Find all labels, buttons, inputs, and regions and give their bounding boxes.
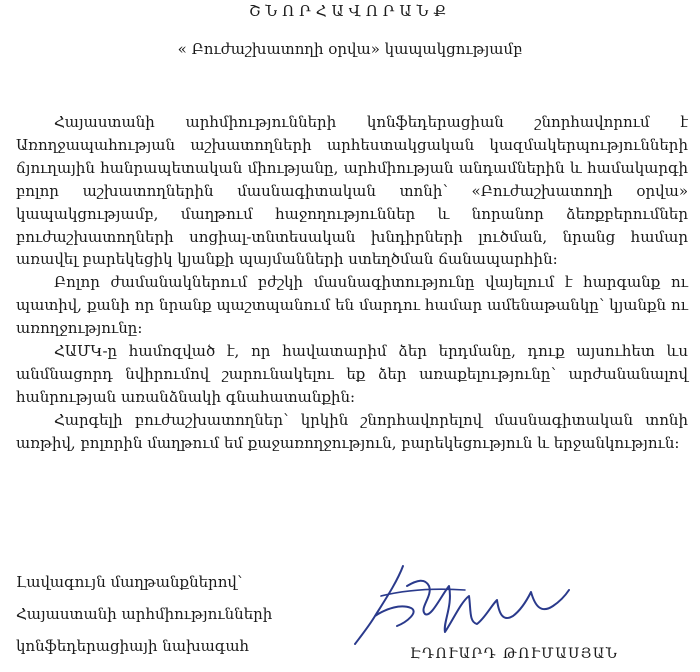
handwritten-signature <box>345 556 575 656</box>
signature-stroke <box>355 566 569 644</box>
document-title: ՇՆՈՐՀԱՎՈՐԱՆՔ <box>248 2 452 20</box>
paragraph-1: Հայաստանի արհմիությունների կոնֆեդերացիան շնորհավորում է Առողջապահության աշխատողների արհեստակցական կազմակերպությունների ճյուղային հանրապետական միությանը, արհմիության անդամներին և համակարգի բոլոր աշխատողներին մասնագիտական տոնի՝ «Բուժաշխատողի օրվա» կապակցությամբ, մաղթում հաջողություններ և նորանոր ձեռքբերումներ բուժաշխատողների սոցիալ-տնտեսական խնդիրների լուծման, նրանց համար առավել բարեկեցիկ կյանքի պայմանների ստեղծման ճանապարհին: <box>16 113 688 269</box>
document-subtitle: « Բուժաշխատողի օրվա» կապակցությամբ <box>177 40 523 58</box>
closing-block <box>16 566 272 662</box>
signer-name: ԷԴՈՒԱՐԴ ԹՈՒՄԱՍՅԱՆ <box>410 646 619 662</box>
closing-greeting: Լավագույն մաղթանքներով՝ <box>16 573 243 591</box>
closing-org-line-2: կոնֆեդերացիայի նախագահ <box>16 637 250 655</box>
paragraph-3: ՀԱՄԿ-ը համոզված է, որ հավատարիմ ձեր երդմանը, դուք այսուհետ ևս անմնացորդ նվիրումով շարունակելու եք ձեր առաքելությունը՝ արժանանալով հանրության առանձնակի գնահատանքին: <box>16 342 688 406</box>
signature-stroke <box>381 589 465 596</box>
paragraph-2: Բոլոր ժամանակներում բժշկի մասնագիտությունը վայելում է հարգանք ու պատիվ, քանի որ նրանք պաշտպանում են մարդու համար ամենաթանկը՝ կյանքն ու առողջությունը: <box>16 273 688 338</box>
closing-org-line-1: Հայաստանի արհմիությունների <box>16 605 273 623</box>
paragraph-4: Հարգելի բուժաշխատողներ՝ կրկին շնորհավորելով մասնագիտական տոնի առթիվ, բոլորին մաղթում եմ քաջառողջություն, բարեկեցություն և երջանկություն: <box>16 410 688 452</box>
letter-body <box>16 111 688 455</box>
